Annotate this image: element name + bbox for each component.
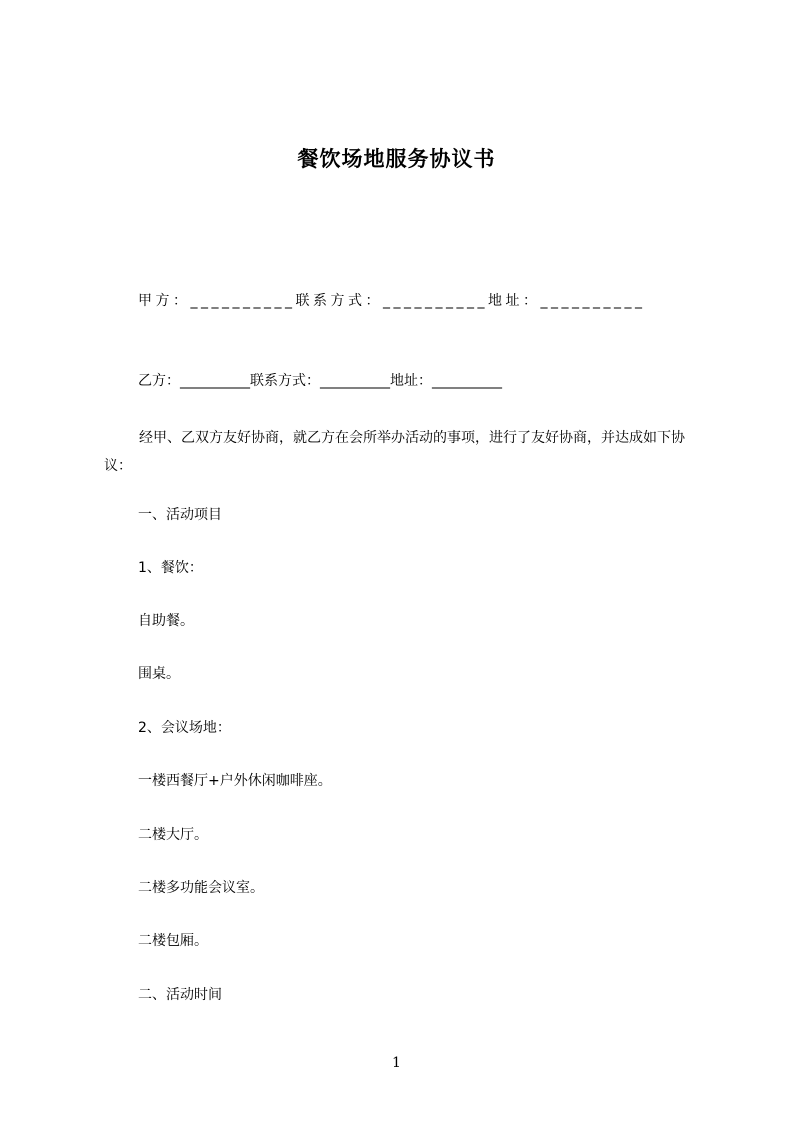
list-item: 二楼大厅。 [138,827,208,843]
list-item: 围桌。 [138,666,180,682]
section-heading-activity-time: 二、活动时间 [138,987,222,1003]
subsection-catering: 1、餐饮： [138,560,203,576]
list-item: 二楼多功能会议室。 [138,880,264,896]
subsection-meeting-venue: 2、会议场地： [138,720,231,736]
party-a-line: 甲方：__________联系方式：__________地址：__________ [138,293,646,309]
intro-paragraph: 经甲、乙双方友好协商，就乙方在会所举办活动的事项，进行了友好协商，并达成如下协议： [104,430,685,474]
list-item: 二楼包厢。 [138,933,208,949]
list-item: 一楼西餐厅+户外休闲咖啡座。 [138,773,332,789]
page-number: 1 [392,1055,401,1071]
document-title: 餐饮场地服务协议书 [297,147,496,171]
section-heading-activity-items: 一、活动项目 [138,507,222,523]
list-item: 自助餐。 [138,613,194,629]
party-b-line: 乙方：__________联系方式：__________地址：__________ [138,373,502,389]
